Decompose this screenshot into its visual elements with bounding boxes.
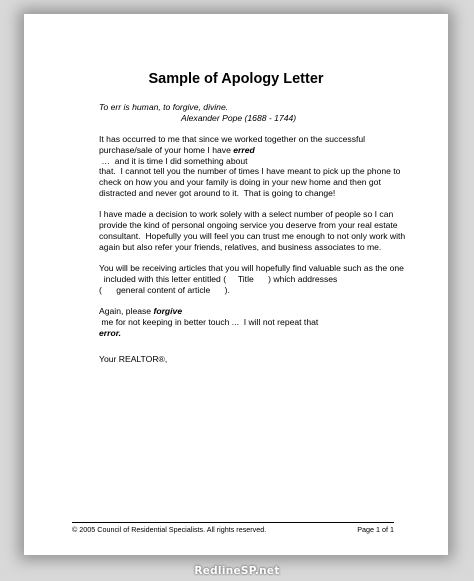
- emphasis-erred: erred: [233, 144, 255, 155]
- p1-line: purchase/sale of your home I have: [99, 144, 234, 155]
- letter-page: [24, 14, 448, 555]
- closing: Your REALTOR®,: [99, 354, 168, 365]
- letter-body: [99, 102, 406, 376]
- p1-line: that. I cannot tell you the number of times I have meant to pick up the phone to: [99, 166, 401, 177]
- p1-line: It has occurred to me that since we worked together on the successful: [99, 134, 366, 145]
- p2-line: provide the kind of personal ongoing service you deserve from your real estate: [99, 220, 398, 231]
- paragraph-4: [99, 306, 399, 338]
- p1-line: distracted and never got around to it. That is going to change!: [99, 188, 336, 199]
- p4-line: me for not keeping in better touch ... I will not repeat that: [99, 316, 319, 327]
- watermark: RedlineSP.net: [194, 565, 280, 577]
- p3-line: included with this letter entitled ( Title ) which addresses: [99, 273, 338, 284]
- page-number: Page 1 of 1: [357, 525, 394, 534]
- quote-attribution: Alexander Pope (1688 - 1744): [181, 112, 297, 123]
- p3-line: You will be receiving articles that you will hopefully find valuable such as the one: [99, 263, 404, 274]
- paragraph-3: [99, 263, 404, 295]
- p2-line: I have made a decision to work solely with a select number of people so I can: [99, 209, 394, 220]
- p4-line: Again, please: [99, 305, 154, 316]
- copyright-text: © 2005 Council of Residential Specialists. All rights reserved.: [72, 525, 267, 534]
- p1-line: check on how you and your family is doing in your new home and then got: [99, 177, 381, 188]
- paragraph-2: [99, 209, 406, 252]
- p2-line: consultant. Hopefully you will feel you can trust me enough to not only work with: [99, 230, 406, 241]
- letter-title: Sample of Apology Letter: [148, 71, 324, 87]
- quote: To err is human, to forgive, divine.: [99, 102, 229, 112]
- emphasis-error: error.: [99, 327, 121, 338]
- emphasis-forgive: forgive: [153, 305, 183, 316]
- p1-line: … and it is time I did something about: [99, 155, 248, 166]
- p3-line: ( general content of article ).: [99, 284, 230, 295]
- paragraph-1: [99, 134, 399, 199]
- p2-line: again but also refer your friends, relatives, and business associates to me.: [99, 241, 382, 252]
- page-footer: [72, 522, 394, 534]
